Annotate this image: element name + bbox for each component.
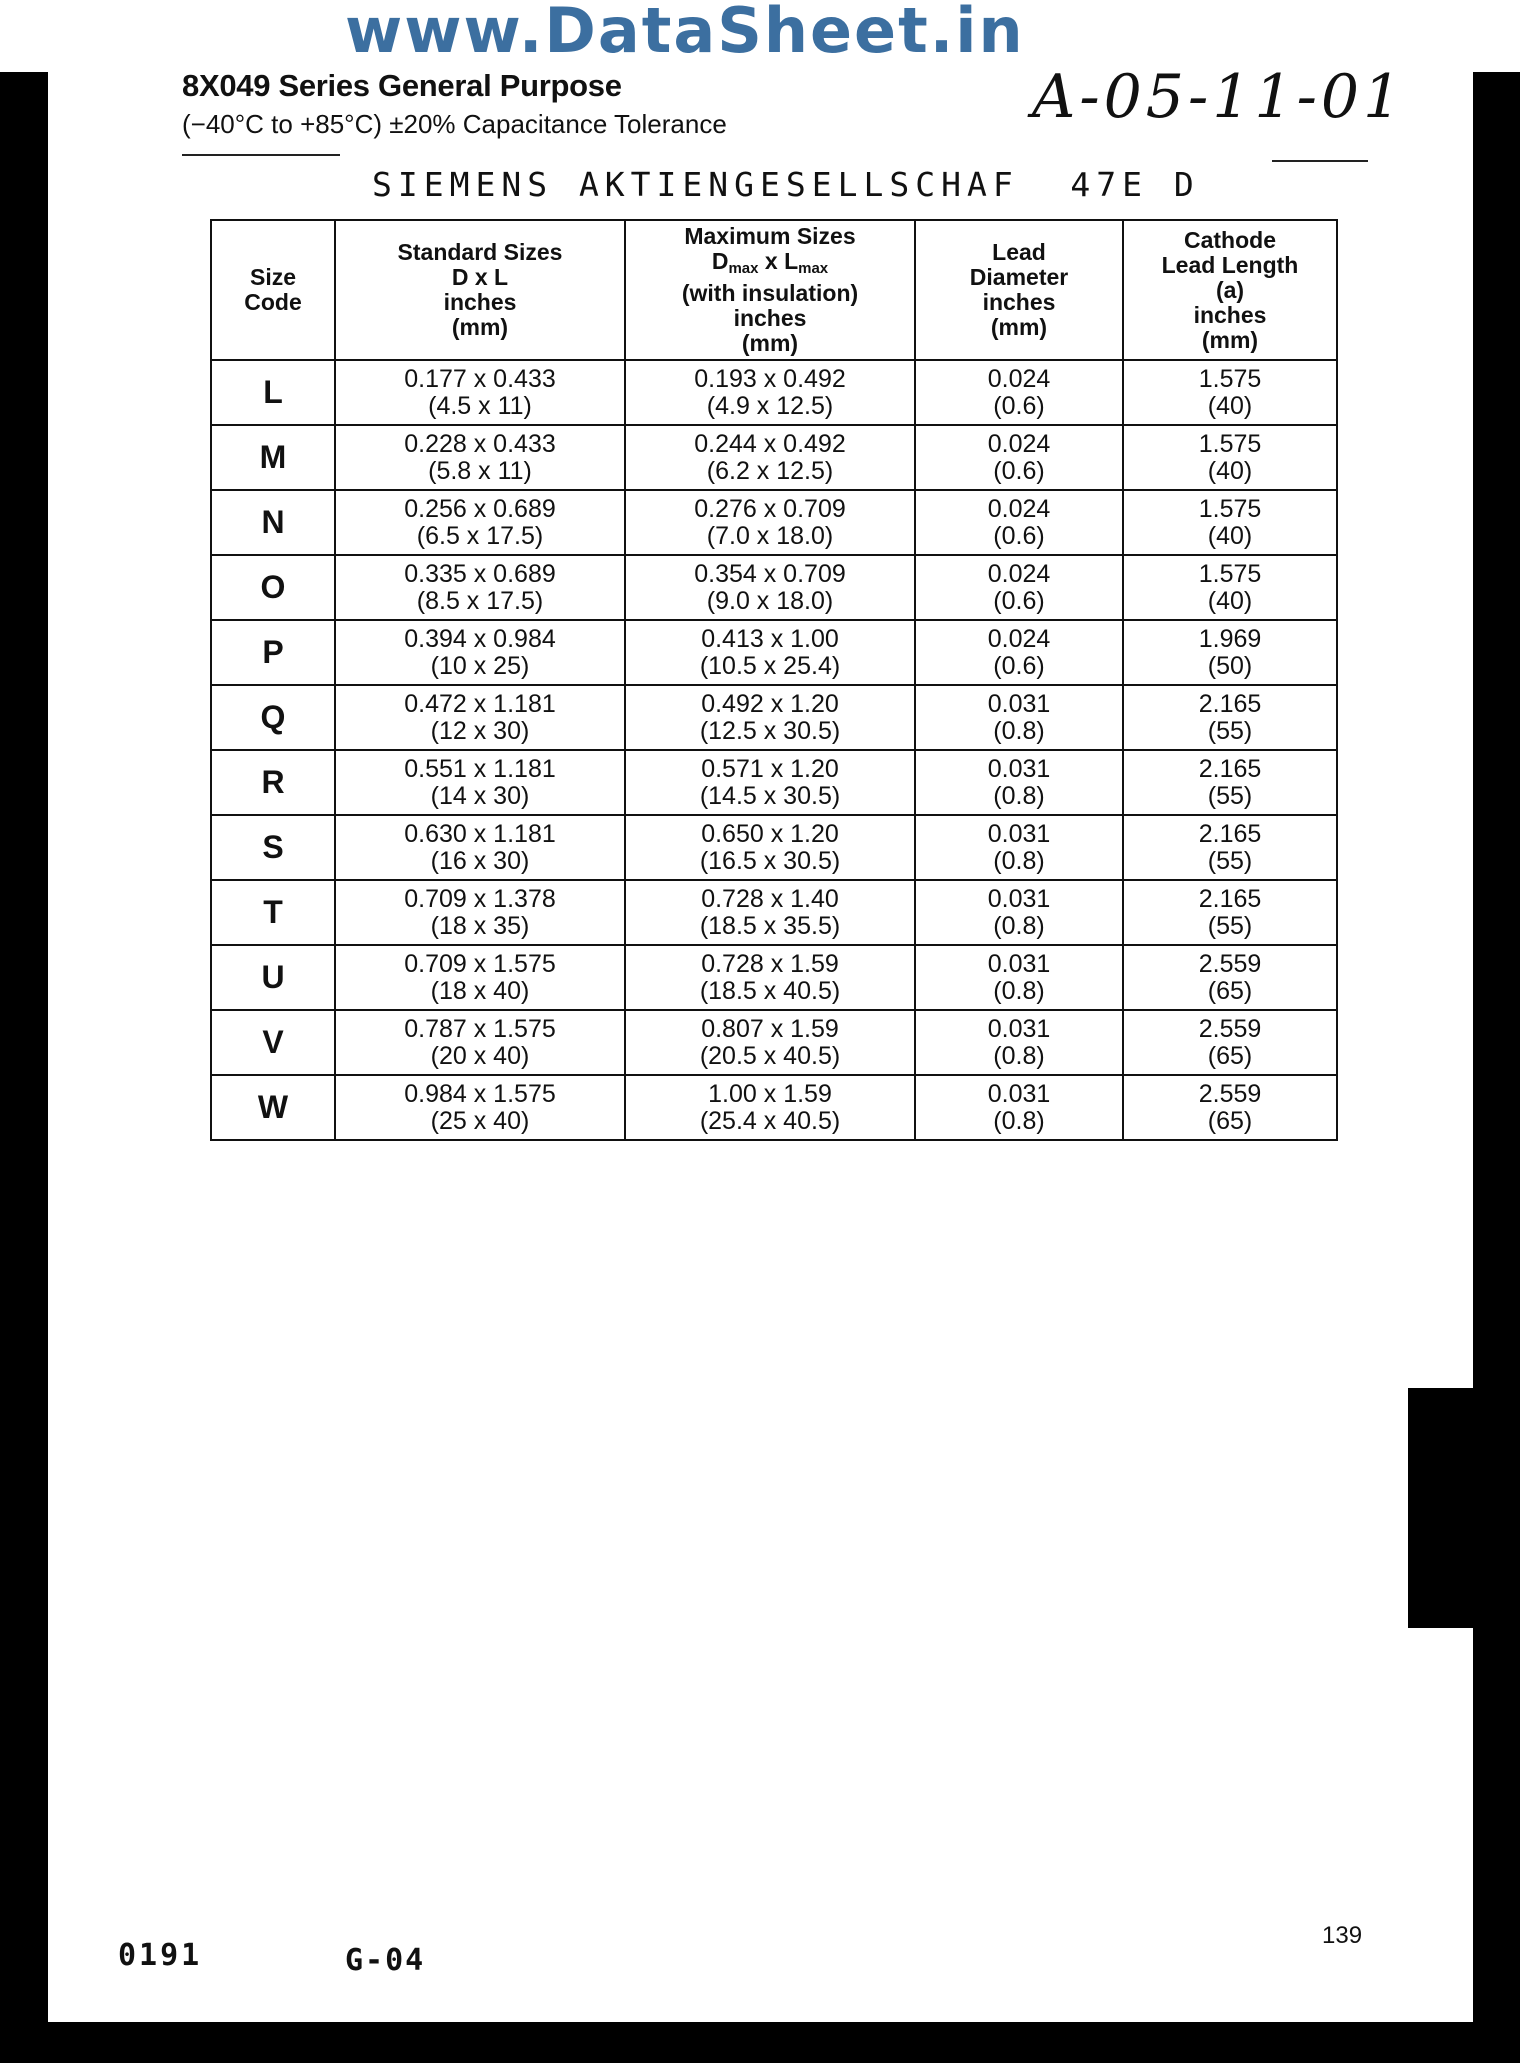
table-row xyxy=(211,555,1337,620)
cell-value: 0.709 x 1.378 xyxy=(404,884,556,913)
cell-value: (50) xyxy=(1207,651,1253,680)
cathode-length-cell xyxy=(1123,555,1337,620)
header-line: (with insulation) xyxy=(681,280,859,306)
size-code-cell xyxy=(211,750,335,815)
cell-value: (0.6) xyxy=(993,391,1045,420)
header-line: D x L xyxy=(451,264,509,290)
lead-diameter-cell xyxy=(915,555,1123,620)
cell-value: 2.165 xyxy=(1198,819,1262,848)
cathode-length-cell xyxy=(1123,1075,1337,1140)
lead-diameter-cell xyxy=(915,425,1123,490)
lead-diameter-cell xyxy=(915,685,1123,750)
header-line: inches xyxy=(733,305,807,331)
header-line: (mm) xyxy=(1201,326,1259,353)
maximum-size-cell xyxy=(625,685,915,750)
maximum-size-cell xyxy=(625,425,915,490)
standard-size-cell xyxy=(335,360,625,425)
cell-value: 0.630 x 1.181 xyxy=(404,819,556,848)
table-row xyxy=(211,425,1337,490)
cell-value: 0.394 x 0.984 xyxy=(404,624,556,653)
cell-value: (18 x 35) xyxy=(430,911,530,940)
maximum-size-cell xyxy=(625,815,915,880)
cell-value: (5.8 x 11) xyxy=(428,456,532,485)
cathode-length-cell xyxy=(1123,945,1337,1010)
size-code-cell xyxy=(211,620,335,685)
header-maximum-sizes xyxy=(625,220,915,360)
header-line: Maximum Sizes xyxy=(684,223,856,249)
cell-value: (0.8) xyxy=(993,911,1045,940)
size-code-cell xyxy=(211,945,335,1010)
cell-value: 0.024 xyxy=(987,494,1051,523)
maximum-size-cell xyxy=(625,555,915,620)
cell-value: (0.8) xyxy=(993,716,1045,745)
cell-value: (65) xyxy=(1207,1041,1253,1070)
cell-value: 0.807 x 1.59 xyxy=(701,1014,839,1043)
cell-value: (0.6) xyxy=(993,586,1045,615)
lead-diameter-cell xyxy=(915,815,1123,880)
cell-value: 1.575 xyxy=(1198,494,1262,523)
cell-value: 0.228 x 0.433 xyxy=(404,429,556,458)
maximum-size-cell xyxy=(625,620,915,685)
cell-value: 0.031 xyxy=(987,949,1051,978)
size-table xyxy=(210,219,1338,1141)
cell-value: (65) xyxy=(1207,1106,1253,1135)
standard-size-cell xyxy=(335,1075,625,1140)
cell-value: 0.244 x 0.492 xyxy=(694,429,846,458)
scan-edge xyxy=(1408,1388,1520,1628)
cell-value: 0.024 xyxy=(987,624,1051,653)
cell-value: 0.276 x 0.709 xyxy=(694,494,846,523)
cathode-length-cell xyxy=(1123,490,1337,555)
series-title: 8X049 Series General Purpose xyxy=(182,68,622,103)
header-line: Lead xyxy=(992,239,1046,265)
size-code-cell xyxy=(211,685,335,750)
cell-value: (4.5 x 11) xyxy=(428,391,532,420)
header-line: Cathode xyxy=(1184,226,1276,253)
cell-value: N xyxy=(261,504,285,540)
cell-value: (6.2 x 12.5) xyxy=(706,456,834,485)
standard-size-cell xyxy=(335,750,625,815)
header-line: Standard Sizes xyxy=(397,239,563,265)
cell-value: (25 x 40) xyxy=(430,1106,530,1135)
cathode-length-cell xyxy=(1123,425,1337,490)
cell-value: (9.0 x 18.0) xyxy=(706,586,834,615)
size-code-cell xyxy=(211,880,335,945)
cell-value: O xyxy=(260,569,286,605)
header-rule-left xyxy=(182,154,340,156)
handwritten-note: A-05-11-01 xyxy=(1032,62,1406,132)
cell-value: (40) xyxy=(1207,521,1253,550)
lead-diameter-cell xyxy=(915,1010,1123,1075)
table-row xyxy=(211,880,1337,945)
header-line: Lead Length xyxy=(1161,251,1299,278)
header-size-code xyxy=(211,220,335,360)
size-code-cell xyxy=(211,1010,335,1075)
cathode-length-cell xyxy=(1123,815,1337,880)
header-line: inches xyxy=(1193,301,1267,328)
cell-value: 0.177 x 0.433 xyxy=(404,364,556,393)
maximum-size-cell xyxy=(625,360,915,425)
cell-value: (0.8) xyxy=(993,1106,1045,1135)
size-code-cell xyxy=(211,490,335,555)
cell-value: (0.8) xyxy=(993,976,1045,1005)
cell-value: 0.984 x 1.575 xyxy=(404,1079,556,1108)
cell-value: (16.5 x 30.5) xyxy=(699,846,841,875)
cathode-length-cell xyxy=(1123,685,1337,750)
cell-value: 0.728 x 1.40 xyxy=(701,884,839,913)
header-xl: x L xyxy=(758,248,799,274)
lead-diameter-cell xyxy=(915,750,1123,815)
standard-size-cell xyxy=(335,945,625,1010)
cell-value: 0.413 x 1.00 xyxy=(701,624,839,653)
cell-value: 1.575 xyxy=(1198,429,1262,458)
header-lead-diameter xyxy=(915,220,1123,360)
cell-value: S xyxy=(262,829,284,865)
header-cathode-lead-length xyxy=(1123,220,1337,360)
cell-value: (0.8) xyxy=(993,1041,1045,1070)
size-code-cell xyxy=(211,425,335,490)
header-standard-sizes xyxy=(335,220,625,360)
cell-value: 0.472 x 1.181 xyxy=(404,689,556,718)
header-line: inches xyxy=(982,289,1056,315)
header-l-sub: max xyxy=(798,260,829,277)
cell-value: (40) xyxy=(1207,391,1253,420)
header-line: (a) xyxy=(1215,276,1245,303)
lead-diameter-cell xyxy=(915,620,1123,685)
header-line: (mm) xyxy=(741,330,799,356)
cell-value: 2.559 xyxy=(1198,949,1262,978)
cell-value: (6.5 x 17.5) xyxy=(416,521,544,550)
cell-value: 0.650 x 1.20 xyxy=(701,819,839,848)
cell-value: (55) xyxy=(1207,781,1253,810)
table-body xyxy=(211,360,1337,1140)
cell-value: 2.165 xyxy=(1198,754,1262,783)
maximum-size-cell xyxy=(625,750,915,815)
standard-size-cell xyxy=(335,490,625,555)
maximum-size-cell xyxy=(625,945,915,1010)
cell-value: 2.165 xyxy=(1198,689,1262,718)
cell-value: 0.024 xyxy=(987,429,1051,458)
footer-code: 0191 xyxy=(118,1938,203,1973)
cell-value: 0.031 xyxy=(987,1014,1051,1043)
cell-value: (12.5 x 30.5) xyxy=(699,716,841,745)
cell-value: 0.031 xyxy=(987,1079,1051,1108)
page-number: 139 xyxy=(1322,1922,1363,1949)
cathode-length-cell xyxy=(1123,620,1337,685)
cell-value: (55) xyxy=(1207,846,1253,875)
cell-value: (10 x 25) xyxy=(430,651,530,680)
cell-value: 2.165 xyxy=(1198,884,1262,913)
maximum-size-cell xyxy=(625,1075,915,1140)
size-code-cell xyxy=(211,1075,335,1140)
cell-value: (65) xyxy=(1207,976,1253,1005)
cell-value: (0.6) xyxy=(993,651,1045,680)
cell-value: 0.492 x 1.20 xyxy=(701,689,839,718)
cell-value: 1.969 xyxy=(1198,624,1262,653)
cell-value: (55) xyxy=(1207,716,1253,745)
lead-diameter-cell xyxy=(915,945,1123,1010)
cell-value: (18 x 40) xyxy=(430,976,530,1005)
lead-diameter-cell xyxy=(915,360,1123,425)
lead-diameter-cell xyxy=(915,880,1123,945)
lead-diameter-cell xyxy=(915,490,1123,555)
cell-value: R xyxy=(261,764,285,800)
cell-value: 0.787 x 1.575 xyxy=(404,1014,556,1043)
cell-value: 0.354 x 0.709 xyxy=(694,559,846,588)
cell-value: 1.575 xyxy=(1198,559,1262,588)
table-header-row xyxy=(211,220,1337,360)
cell-value: 0.024 xyxy=(987,364,1051,393)
cell-value: 0.551 x 1.181 xyxy=(404,754,556,783)
cell-value: U xyxy=(261,959,285,995)
cell-value: (12 x 30) xyxy=(430,716,530,745)
cell-value: 0.728 x 1.59 xyxy=(701,949,839,978)
cell-value: (4.9 x 12.5) xyxy=(706,391,834,420)
watermark-text: www.DataSheet.in xyxy=(345,0,1025,67)
cell-value: 2.559 xyxy=(1198,1014,1262,1043)
cell-value: (0.6) xyxy=(993,456,1045,485)
cell-value: 0.031 xyxy=(987,884,1051,913)
cathode-length-cell xyxy=(1123,1010,1337,1075)
company-stamp: SIEMENS AKTIENGESELLSCHAF 47E D xyxy=(372,165,1200,204)
cell-value: (16 x 30) xyxy=(430,846,530,875)
maximum-size-cell xyxy=(625,490,915,555)
table-row xyxy=(211,490,1337,555)
cell-value: (40) xyxy=(1207,456,1253,485)
table-row xyxy=(211,1010,1337,1075)
cell-value: W xyxy=(257,1089,289,1125)
cell-value: (18.5 x 35.5) xyxy=(699,911,841,940)
cathode-length-cell xyxy=(1123,750,1337,815)
cell-value: (25.4 x 40.5) xyxy=(699,1106,841,1135)
table-row xyxy=(211,1075,1337,1140)
table-row xyxy=(211,945,1337,1010)
maximum-size-cell xyxy=(625,1010,915,1075)
cell-value: 1.00 x 1.59 xyxy=(708,1079,832,1108)
cell-value: 0.709 x 1.575 xyxy=(404,949,556,978)
header-line: inches xyxy=(443,289,517,315)
cell-value: 0.256 x 0.689 xyxy=(404,494,556,523)
cell-value: (20.5 x 40.5) xyxy=(699,1041,841,1070)
header-d-sub: max xyxy=(728,260,759,277)
cell-value: (0.8) xyxy=(993,781,1045,810)
table-row xyxy=(211,360,1337,425)
table-row xyxy=(211,815,1337,880)
cell-value: (14.5 x 30.5) xyxy=(699,781,841,810)
cell-value: 1.575 xyxy=(1198,364,1262,393)
header-line: (mm) xyxy=(451,314,509,340)
cell-value: (14 x 30) xyxy=(430,781,530,810)
header-line-dmax xyxy=(626,249,914,281)
standard-size-cell xyxy=(335,685,625,750)
cell-value: 0.571 x 1.20 xyxy=(701,754,839,783)
cell-value: (20 x 40) xyxy=(430,1041,530,1070)
table-row xyxy=(211,685,1337,750)
cell-value: (18.5 x 40.5) xyxy=(699,976,841,1005)
cathode-length-cell xyxy=(1123,360,1337,425)
cell-value: 0.193 x 0.492 xyxy=(694,364,846,393)
cell-value: 0.031 xyxy=(987,754,1051,783)
cell-value: (40) xyxy=(1207,586,1253,615)
cell-value: (8.5 x 17.5) xyxy=(416,586,544,615)
table-row xyxy=(211,620,1337,685)
header-line: Code xyxy=(244,289,302,315)
cathode-length-cell xyxy=(1123,880,1337,945)
standard-size-cell xyxy=(335,425,625,490)
standard-size-cell xyxy=(335,815,625,880)
series-subtitle: (−40°C to +85°C) ±20% Capacitance Tolerance xyxy=(182,109,727,139)
size-code-cell xyxy=(211,815,335,880)
cell-value: V xyxy=(262,1024,284,1060)
cell-value: (7.0 x 18.0) xyxy=(706,521,834,550)
cell-value: (0.6) xyxy=(993,521,1045,550)
header-rule-right xyxy=(1272,160,1368,162)
header-line: Size xyxy=(249,264,297,290)
cell-value: (55) xyxy=(1207,911,1253,940)
size-code-cell xyxy=(211,555,335,620)
table-row xyxy=(211,750,1337,815)
header-d: D xyxy=(711,248,729,274)
cell-value: 0.335 x 0.689 xyxy=(404,559,556,588)
header-line: (mm) xyxy=(990,314,1048,340)
maximum-size-cell xyxy=(625,880,915,945)
cell-value: 0.031 xyxy=(987,689,1051,718)
size-code-cell xyxy=(211,360,335,425)
cell-value: 0.024 xyxy=(987,559,1051,588)
cell-value: L xyxy=(263,374,283,410)
cell-value: T xyxy=(263,894,283,930)
cell-value: (0.8) xyxy=(993,846,1045,875)
standard-size-cell xyxy=(335,620,625,685)
cell-value: M xyxy=(259,439,287,475)
standard-size-cell xyxy=(335,880,625,945)
cell-value: 2.559 xyxy=(1198,1079,1262,1108)
cell-value: P xyxy=(262,634,284,670)
standard-size-cell xyxy=(335,555,625,620)
header-line: Diameter xyxy=(969,264,1069,290)
footer-revision: G-04 xyxy=(345,1943,426,1978)
cell-value: 0.031 xyxy=(987,819,1051,848)
cell-value: Q xyxy=(260,699,286,735)
cell-value: (10.5 x 25.4) xyxy=(699,651,841,680)
standard-size-cell xyxy=(335,1010,625,1075)
lead-diameter-cell xyxy=(915,1075,1123,1140)
